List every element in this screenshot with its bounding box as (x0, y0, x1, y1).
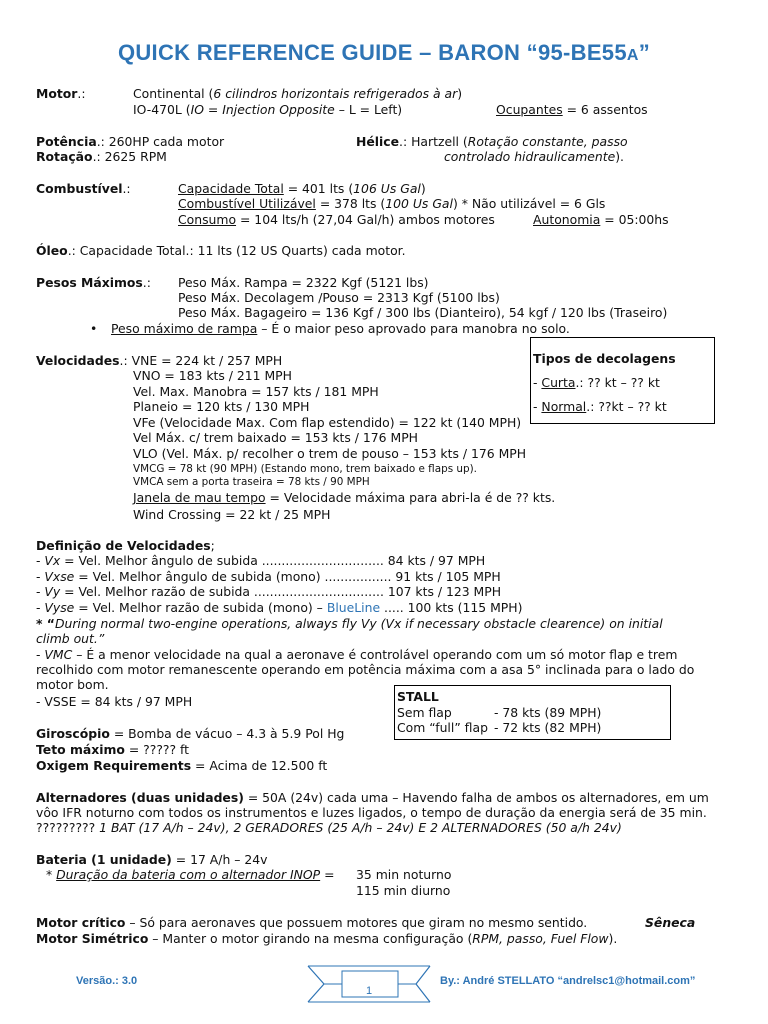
decolagens-title: Tipos de decolagens (533, 351, 676, 366)
bateria-text: Bateria (1 unidade) = 17 A/h – 24v (36, 852, 268, 867)
vel-planeio: Planeio = 120 kts / 130 MPH (133, 399, 310, 414)
peso-rampa-note: Peso máximo de rampa – É o maior peso aprovado para manobra no solo. (111, 321, 570, 336)
seneca-text: Sêneca (645, 915, 696, 930)
def-vx: - Vx = Vel. Melhor ângulo de subida ............................... 84 kts / 97 MPH (36, 553, 486, 568)
bateria-note: * Duração da bateria com o alternador INOP = (46, 867, 335, 882)
helice-line-2: controlado hidraulicamente). (444, 149, 624, 164)
stall-sem-flap-label: Sem flap (397, 705, 452, 720)
rotacao-text: Rotação.: 2625 RPM (36, 149, 167, 164)
vel-vmca: VMCA sem a porta traseira = 78 kts / 90 MPH (133, 476, 370, 488)
stall-full-flap-label: Com “full” flap (397, 720, 488, 735)
def-note-line-2: climb out.” (36, 631, 105, 646)
def-vy: - Vy = Vel. Melhor razão de subida ................................. 107 kts / 123 MPH (36, 584, 502, 599)
motor-critico-text: Motor crítico – Só para aeronaves que possuem motores que giram no mesmo sentido. (36, 915, 588, 930)
peso-rampa: Peso Máx. Rampa = 2322 Kgf (5121 lbs) (178, 275, 429, 290)
peso-bagageiro: Peso Máx. Bagageiro = 136 Kgf / 300 lbs (Dianteiro), 54 kgf / 120 lbs (Traseiro) (178, 305, 668, 320)
vel-wind-crossing: Wind Crossing = 22 kt / 25 MPH (133, 507, 331, 522)
stall-full-flap-value: - 72 kts (82 MPH) (494, 720, 602, 735)
decolagens-box (530, 337, 715, 424)
page-title: QUICK REFERENCE GUIDE – BARON “95-BE55A” (117, 40, 651, 65)
footer-version: Versão.: 3.0 (76, 975, 138, 987)
combustivel-line-1: Capacidade Total = 401 lts (106 Us Gal) (178, 181, 426, 196)
stall-box (394, 685, 671, 740)
potencia-text: Potência.: 260HP cada motor (36, 134, 225, 149)
def-note-line-1: * “During normal two-engine operations, always fly Vy (Vx if necessary obstacle clearence) on initial (36, 616, 663, 631)
peso-decolagem: Peso Máx. Decolagem /Pouso = 2313 Kgf (5100 lbs) (178, 290, 500, 305)
bateria-diurno: 115 min diurno (356, 883, 451, 898)
footer-author: By.: André STELLATO “andrelsc1@hotmail.com” (440, 975, 696, 987)
combustivel-line-2: Combustível Utilizável = 378 lts (100 Us Gal) * Não utilizável = 6 Gls (178, 196, 606, 211)
teto-text: Teto máximo = ????? ft (36, 742, 189, 757)
autonomia-text: Autonomia = 05:00hs (533, 212, 669, 227)
combustivel-line-3: Consumo = 104 lts/h (27,04 Gal/h) ambos motores (178, 212, 495, 227)
motor-line-1: Continental (6 cilindros horizontais refrigerados à ar) (133, 86, 463, 101)
oleo-text: Óleo.: Capacidade Total.: 11 lts (12 US Quarts) cada motor. (36, 243, 406, 258)
oxigem-text: Oxigem Requirements = Acima de 12.500 ft (36, 758, 328, 773)
bateria-noturno: 35 min noturno (356, 867, 452, 882)
vel-vmcg: VMCG = 78 kt (90 MPH) (Estando mono, trem baixado e flaps up). (133, 463, 477, 475)
decolagem-curta: - Curta.: ?? kt – ?? kt (533, 375, 660, 390)
decolagem-normal: - Normal.: ??kt – ?? kt (533, 399, 667, 414)
stall-title: STALL (397, 689, 439, 704)
giroscopio-text: Giroscópio = Bomba de vácuo – 4.3 à 5.9 Pol Hg (36, 726, 345, 741)
page-number: 1 (366, 985, 373, 997)
motor-simetrico-text: Motor Simétrico – Manter o motor girando na mesma configuração (RPM, passo, Fuel Flow). (36, 931, 618, 946)
def-vsse: - VSSE = 84 kts / 97 MPH (36, 694, 193, 709)
vel-vfe: VFe (Velocidade Max. Com flap estendido) = 122 kt (140 MPH) (133, 415, 522, 430)
page-number-ribbon (306, 962, 434, 1006)
def-vmc: - VMC – É a menor velocidade na qual a aeronave é controlável operando com um só motor flap e trem recolhido com motor remanescente operando em potência máxima com a asa 5° inclinada para o lado do motor bom. (36, 647, 695, 692)
combustivel-label: Combustível.: (36, 181, 131, 196)
vel-vlo: VLO (Vel. Máx. p/ recolher o trem de pouso – 153 kts / 176 MPH (133, 446, 527, 461)
vel-janela: Janela de mau tempo = Velocidade máxima para abri-la é de ?? kts. (133, 490, 556, 505)
vel-trem: Vel Máx. c/ trem baixado = 153 kts / 176 MPH (133, 430, 418, 445)
motor-line-2: IO-470L (IO = Injection Opposite – L = Left) (133, 102, 403, 117)
motor-label: Motor.: (36, 86, 86, 101)
definicao-title: Definição de Velocidades; (36, 538, 215, 553)
alternadores-text: Alternadores (duas unidades) = 50A (24v) cada uma – Havendo falha de ambos os alternadores, em um vôo IFR noturno com todos os instrumentos e luzes ligados, o tempo de duração da energia será de 35 min. ????????? 1 BAT (17 A/h – 24v), 2 GERADORES (25 A/h – 24v) E 2 ALTERNADORES (50 a/h 24v) (36, 790, 709, 835)
vel-manobra: Vel. Max. Manobra = 157 kts / 181 MPH (133, 384, 379, 399)
stall-sem-flap-value: - 78 kts (89 MPH) (494, 705, 602, 720)
def-vyse: - Vyse = Vel. Melhor razão de subida (mono) – BlueLine ..... 100 kts (115 MPH) (36, 600, 523, 615)
bullet-icon: • (90, 321, 98, 336)
occupants-text: Ocupantes = 6 assentos (496, 102, 648, 117)
velocidades-label: Velocidades.: VNE = 224 kt / 257 MPH (36, 353, 283, 368)
vel-vno: VNO = 183 kts / 211 MPH (133, 368, 292, 383)
helice-text: Hélice.: Hartzell (Rotação constante, passo (356, 134, 628, 149)
pesos-label: Pesos Máximos.: (36, 275, 151, 290)
def-vxse: - Vxse = Vel. Melhor ângulo de subida (mono) ................. 91 kts / 105 MPH (36, 569, 501, 584)
